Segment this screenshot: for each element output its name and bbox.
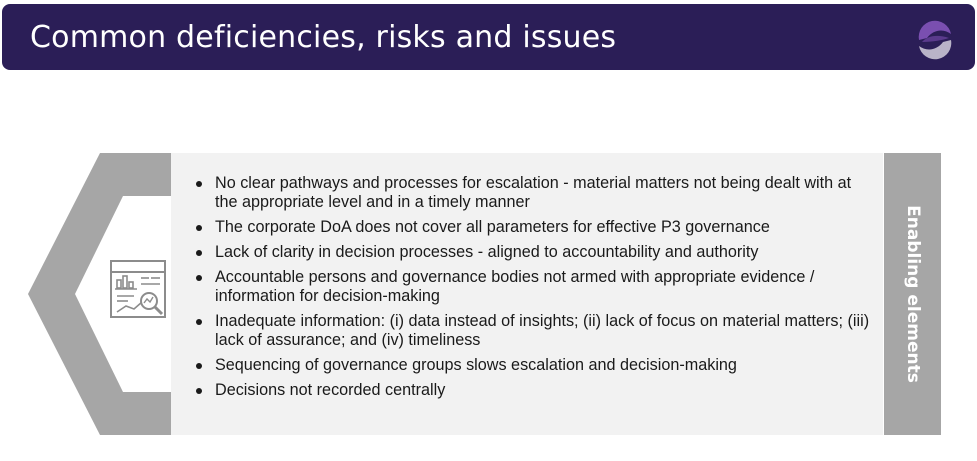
list-item [190, 381, 870, 400]
bullet-dot-icon [196, 275, 202, 281]
list-item [190, 218, 870, 237]
bullet-dot-icon [196, 319, 202, 325]
circular-swoosh-logo-icon [913, 18, 957, 62]
list-item-text: Decisions not recorded centrally [215, 381, 446, 399]
list-item-text: Accountable persons and governance bodies not armed with appropriate evidence / information for decision-making [215, 268, 815, 305]
list-item-text: Sequencing of governance groups slows escalation and decision-making [215, 356, 737, 374]
list-item-text: The corporate DoA does not cover all parameters for effective P3 governance [215, 218, 770, 236]
list-item-text: No clear pathways and processes for escalation - material matters not being dealt with at the appropriate level and in a timely manner [215, 174, 852, 211]
title-bar [2, 4, 975, 70]
list-item [190, 243, 870, 262]
bullet-dot-icon [196, 225, 202, 231]
side-label: Enabling elements [902, 205, 923, 383]
list-item [190, 268, 870, 306]
list-item-text: Lack of clarity in decision processes - aligned to accountability and authority [215, 243, 759, 261]
report-analysis-icon [108, 258, 172, 320]
bullet-dot-icon [196, 181, 202, 187]
page-title: Common deficiencies, risks and issues [30, 20, 617, 55]
bullet-dot-icon [196, 363, 202, 369]
list-item [190, 312, 870, 350]
enabling-elements-tab [884, 153, 941, 435]
list-item [190, 174, 870, 212]
list-item-text: Inadequate information: (i) data instead of insights; (ii) lack of focus on material matters; (iii) lack of assurance; and (iv) timeliness [215, 312, 870, 349]
issues-list [190, 174, 870, 406]
list-item [190, 356, 870, 375]
bullet-dot-icon [196, 388, 202, 394]
bullet-dot-icon [196, 250, 202, 256]
